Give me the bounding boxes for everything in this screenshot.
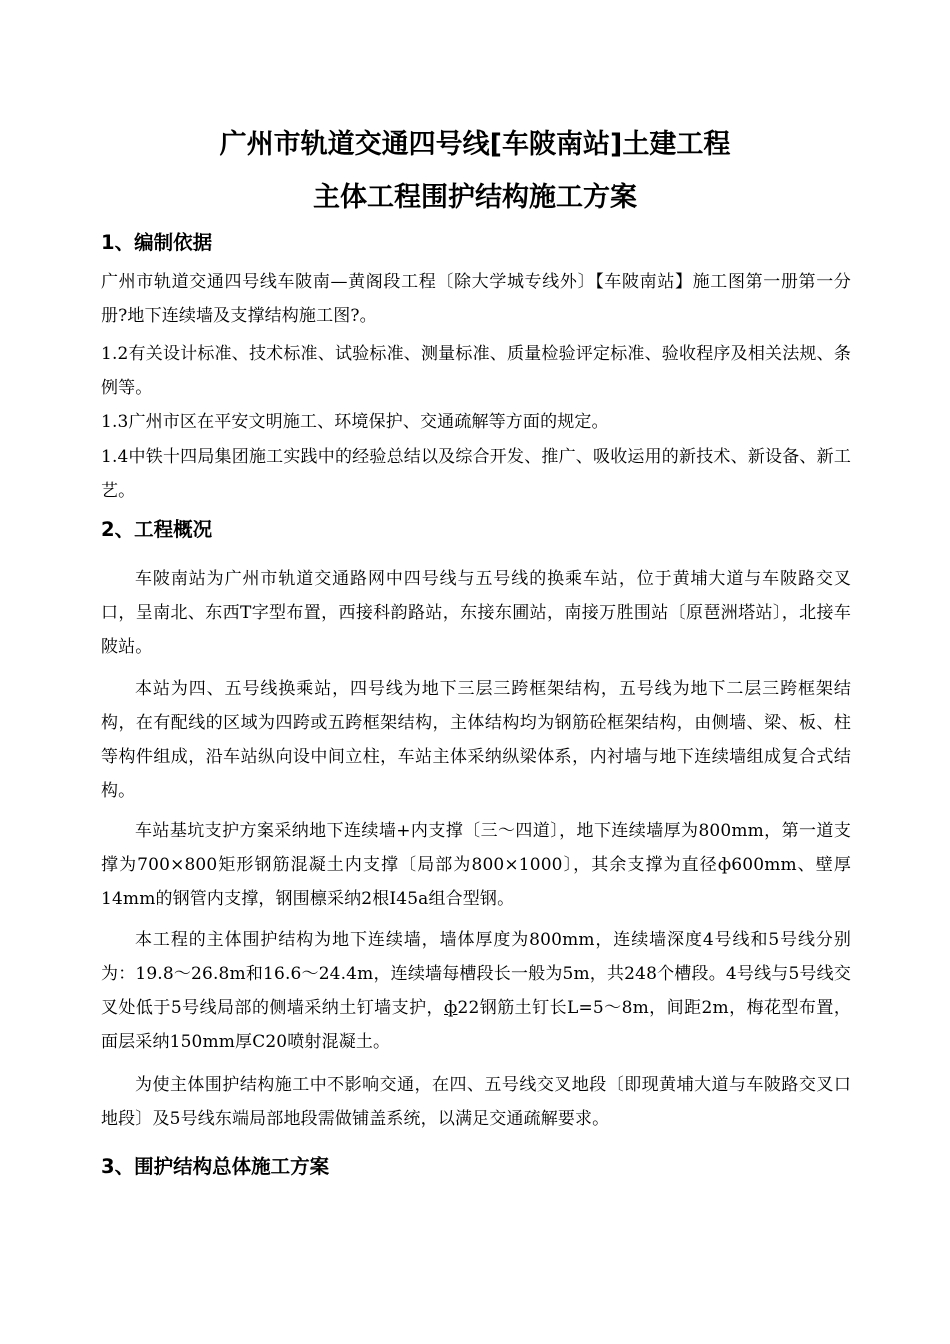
paragraph-overview-5: 为使主体围护结构施工中不影响交通，在四、五号线交叉地段〔即现黄埔大道与车陂路交叉口地段〕及5号线东端局部地段需做铺盖系统，以满足交通疏解要求。 [101, 1075, 851, 1129]
paragraph-overview-2: 本站为四、五号线换乘站，四号线为地下三层三跨框架结构，五号线为地下二层三跨框架结构，在有配线的区域为四跨或五跨框架结构，主体结构均为钢筋砼框架结构，由侧墙、梁、板、柱等构件组成，沿车站纵向设中间立柱，车站主体采纳纵梁体系，内衬墙与地下连续墙组成复合式结构。 [101, 679, 851, 801]
paragraph-overview-3: 车站基坑支护方案采纳地下连续墙+内支撑〔三～四道〕，地下连续墙厚为800mm，第一道支撑为700×800矩形钢筋混凝土内支撑〔局部为800×1000〕，其余支撑为直径ф600mm、壁厚14mm的钢管内支撑，钢围檩采纳2根I45a组合型钢。 [101, 821, 851, 909]
paragraph-basis-1: 广州市轨道交通四号线车陂南—黄阁段工程〔除大学城专线外〕【车陂南站】施工图第一册第一分册?地下连续墙及支撑结构施工图?。 [101, 272, 851, 326]
document-title: 广州市轨道交通四号线[车陂南站]土建工程 [219, 129, 731, 160]
paragraph-basis-2: 1.2有关设计标准、技术标准、试验标准、测量标准、质量检验评定标准、验收程序及相关法规、条例等。 [101, 344, 851, 398]
phi-symbol-underlined: ф [444, 998, 458, 1018]
section-heading-1: 1、编制依据 [101, 231, 213, 254]
section-heading-2: 2、工程概况 [101, 518, 213, 541]
document-subtitle: 主体工程围护结构施工方案 [313, 182, 637, 213]
paragraph-overview-4-text-a: 本工程的主体围护结构为地下连续墙，墙体厚度为800mm，连续墙深度4号线和5号线分别为：19.8～26.8m和16.6～24.4m，连续墙每槽段长一般为5m，共248个槽段。4号线与5号线交叉处低于5号线局部的侧墙采纳土钉墙支护， [101, 930, 851, 1018]
paragraph-overview-1: 车陂南站为广州市轨道交通路网中四号线与五号线的换乘车站，位于黄埔大道与车陂路交叉口，呈南北、东西T字型布置，西接科韵路站，东接东圃站，南接万胜围站〔原琶洲塔站〕，北接车陂站。 [101, 569, 851, 657]
paragraph-overview-4-text-b: 22钢筋土钉长L=5～8m，间距2m，梅花型布置，面层采纳150mm厚C20喷射混凝土。 [101, 998, 851, 1052]
paragraph-basis-4: 1.4中铁十四局集团施工实践中的经验总结以及综合开发、推广、吸收运用的新技术、新设备、新工艺。 [101, 447, 851, 501]
section-heading-3: 3、围护结构总体施工方案 [101, 1155, 330, 1178]
paragraph-overview-4 [101, 923, 851, 1059]
paragraph-basis-3: 1.3广州市区在平安文明施工、环境保护、交通疏解等方面的规定。 [101, 412, 609, 432]
